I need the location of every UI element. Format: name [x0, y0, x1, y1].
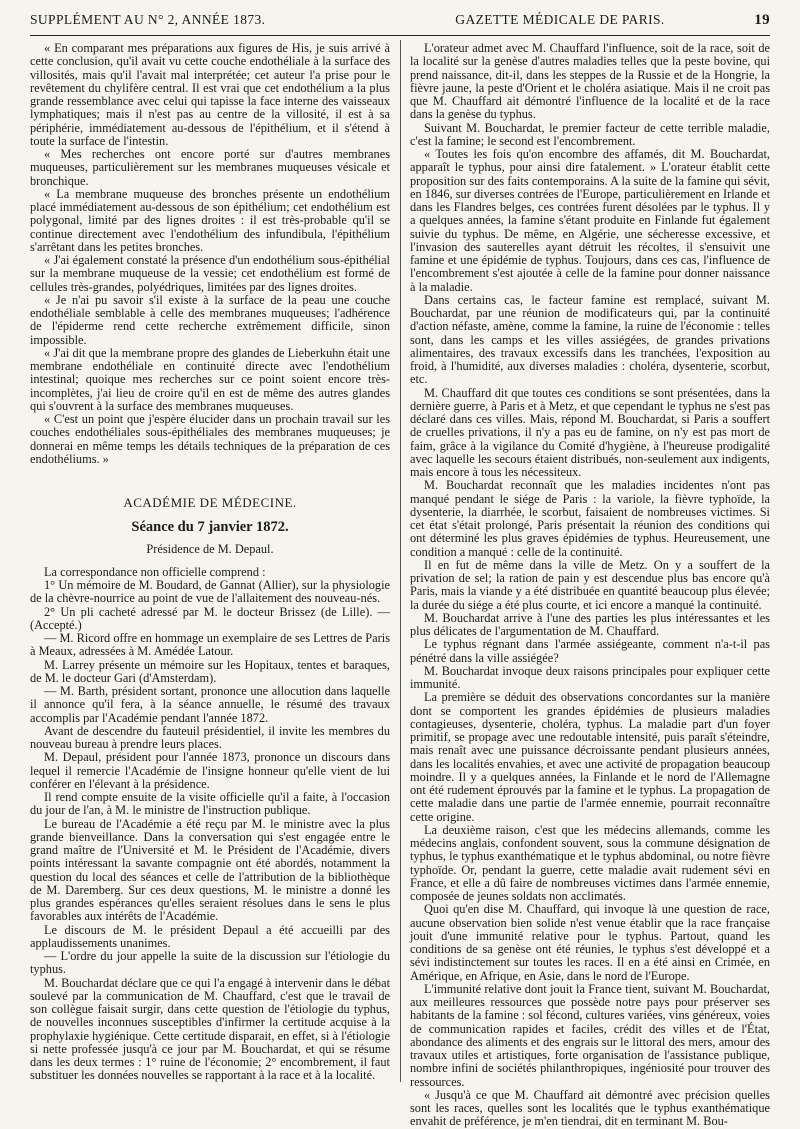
- quote-paragraph: « J'ai dit que la membrane propre des glandes de Lieberkuhn était une membrane endothéliale en continuité directe avec l'endothélium intestinal; quoique mes recherches sur ce point soient encore très-incomplètes, j'ai lieu de croire qu'il en est de même des autres glandes qui s'ouvrent à la surface des membranes muqueuses.: [30, 345, 390, 413]
- body-paragraph: M. Larrey présente un mémoire sur les Hopitaux, tentes et baraques, de M. le docteur Gari (d'Amsterdam).: [30, 657, 390, 685]
- body-paragraph: 2° Un pli cacheté adressé par M. le docteur Brissez (de Lille). — (Accepté.): [30, 604, 390, 632]
- body-paragraph: Suivant M. Bouchardat, le premier facteur de cette terrible maladie, c'est la famine; le second est l'encombrement.: [410, 120, 770, 148]
- body-paragraph: M. Depaul, président pour l'année 1873, prononce un discours dans lequel il remercie l'Académie de l'insigne honneur qu'elle vient de lui conférer en l'élevant à la présidence.: [30, 750, 390, 791]
- body-paragraph: Le discours de M. le président Depaul a été accueilli par des applaudissements unanimes.: [30, 922, 390, 950]
- page-number: 19: [754, 12, 770, 28]
- header-journal-title: GAZETTE MÉDICALE DE PARIS.: [455, 12, 665, 27]
- body-paragraph: « Toutes les fois qu'on encombre des affamés, dit M. Bouchardat, apparaît le typhus, pour ainsi dire fatalement. » L'orateur établit cette proposition sur des faits contemporains. A la suite de la famine qui sévit, en 1846, sur diverses contrées de l'Europe, particulièrement en Irlande et dans les Flandres belges, ces contrées furent désolées par le typhus. Il y a quelques années, la famine s'étant produite en Finlande fut également suivie du typhus. De même, en Algérie, une sécheresse excessive, et l'invasion des sauterelles ayant détruit les récoltes, il s'ensuivit une famine et une épidémie de typhus. Toujours, dans ces cas, l'influence de l'encombrement s'est ajoutée à celle de la famine pour donner naissance à la maladie.: [410, 147, 770, 294]
- body-paragraph: L'immunité relative dont jouit la France tient, suivant M. Bouchardat, aux meilleures ressources que possède notre pays pour préserver ses habitants de la famine : sol fécond, cultures variées, vins généreux, voies de communication rapides et faciles, crédit des villes et de l'État, abondance des aliments et des engrais sur le littoral des mers, amour des travaux utiles et artistiques, forte organisation de l'assistance publique, nombre infini de sociétés philanthropiques, ingéniosité pour trouver des ressources.: [410, 981, 770, 1089]
- body-paragraph: L'orateur admet avec M. Chauffard l'influence, soit de la race, soit de la localité sur la genèse d'autres maladies telles que la peste bovine, qui prend naissance, dit-il, dans les steppes de la Russie et de la Hongrie, la fièvre jaune, la peste d'Orient et le choléra asiatique. Mais il ne croit pas que M. Chauffard ait démontré l'influence de la localité et de la race dans la genèse du typhus.: [410, 41, 770, 122]
- body-paragraph: La correspondance non officielle comprend :: [44, 564, 266, 579]
- body-paragraph: M. Chauffard dit que toutes ces conditions se sont présentées, dans la dernière guerre, à Paris et à Metz, et que cependant le typhus ne s'est pas déclaré dans ces villes. Mais, répond M. Bouchardat, si Paris a souffert de cruelles privations, il n'y a pas eu de famine, on n'y est pas mort de faim, grâce à la vigilance du Comité d'hygiène, à l'heureuse prodigalité avec laquelle les secours étaient distribués, non-seulement aux indigents, mais encore à tous les nécessiteux.: [410, 385, 770, 479]
- session-title: Séance du 7 janvier 1872.: [131, 519, 289, 536]
- body-paragraph: M. Bouchardat reconnaît que les maladies incidentes n'ont pas manqué pendant le siége de Paris : la variole, la fièvre typhoïde, la dysenterie, la diarrhée, le scorbut, faisaient de nombreuses victimes. Si cet état s'était prolongé, Paris présentait la réunion des conditions qui ont déterminé les plus graves épidémies de typhus. Heureusement, une condition a manqué : celle de la continuité.: [410, 478, 770, 559]
- body-paragraph: Quoi qu'en dise M. Chauffard, qui invoque là une question de race, aucune observation bien solide n'est venue établir que la race française jouit d'une immunité relative pour le typhus. Partout, quand les conditions de sa genèse ont été réunies, le typhus s'est développé et a sévi indistinctement sur toutes les races. Il en a été ainsi en Crimée, en Amérique, en Afrique, en Asie, dans le nord de l'Europe.: [410, 902, 770, 983]
- body-paragraph: M. Bouchardat invoque deux raisons principales pour expliquer cette immunité.: [410, 663, 770, 691]
- quote-paragraph: « Mes recherches ont encore porté sur d'autres membranes muqueuses, particulièrement sur les membranes muqueuses vésicale et bronchique.: [30, 147, 390, 188]
- column-divider: [400, 40, 401, 1082]
- quote-paragraph: « J'ai également constaté la présence d'un endothélium sous-épithélial sur la membrane muqueuse de la vessie; cet endothélium est formé de cellules très-grandes, polyédriques, limitées par des lignes droites.: [30, 253, 390, 294]
- body-paragraph: Dans certains cas, le facteur famine est remplacé, suivant M. Bouchardat, par une réunion de modificateurs qui, par la continuité d'action néfaste, amène, comme la famine, la ruine de l'économie : telles sont, dans les camps et les villes assiégées, de grandes privations alimentaires, des travaux excessifs dans les tranchées, l'exposition au froid, à l'humidité, aux diverses maladies : choléra, dysenterie, scorbut, etc.: [410, 292, 770, 387]
- quote-block: [30, 42, 390, 466]
- body-paragraph: Avant de descendre du fauteuil présidentiel, il invite les membres du nouveau bureau à prendre leurs places.: [30, 723, 390, 751]
- right-column: [410, 41, 770, 1129]
- body-paragraph: M. Bouchardat arrive à l'une des parties les plus intéressantes et les plus délicates de l'argumentation de M. Chauffard.: [410, 610, 770, 638]
- quote-paragraph: « Je n'ai pu savoir s'il existe à la surface de la peau une couche endothéliale semblable à celle des membranes muqueuses; l'adhérence de l'épiderme rend cette recherche extrêmement difficile, sinon impossible.: [30, 292, 390, 347]
- body-paragraph: Le typhus régnant dans l'armée assiégeante, comment n'a-t-il pas pénétré dans la ville assiégée?: [410, 637, 770, 665]
- running-header: [30, 12, 770, 32]
- quote-paragraph: « En comparant mes préparations aux figures de His, je suis arrivé à cette conclusion, qu'il avait vu cette couche endothéliale à la surface des villosités, mais qu'il l'avait mal interprétée; cet auteur l'a prise pour le revêtement du chylifère central. Il est vrai que cet endothélium a la plus grande ressemblance avec celui qui tapisse la face interne des vaisseaux lymphatiques; mais il n'est pas au centre de la villosité, il est à sa périphérie, immédiatement au-dessous de l'épithélium, et il s'étend à toute la surface de l'intestin.: [30, 41, 390, 148]
- left-column: [30, 42, 390, 1082]
- header-rule: [30, 35, 770, 36]
- header-supplement: SUPPLÉMENT AU N° 2, ANNÉE 1873.: [30, 12, 266, 27]
- body-paragraph: La deuxième raison, c'est que les médecins allemands, comme les médecins anglais, confondent souvent, sous la commune désignation de typhus, le typhus exanthématique et le typhus abdominal, ou notre fièvre typhoïde. Or, pendant la guerre, cette maladie avait rudement sévi en France, et elle a dû faire de nombreuses victimes dans l'armée ennemie, composée de jeunes soldats non acclimatés.: [410, 822, 770, 903]
- body-paragraph: Le bureau de l'Académie a été reçu par M. le ministre avec la plus grande bienveillance. Dans la conversation qui s'est engagée entre le grand maître de l'Université et M. le Président de l'Académie, divers points intéressant la savante compagnie ont été abordés, notamment la question du local des séances et celle de l'attribution de la bibliothèque de M. Daremberg. Sur ces deux questions, M. le ministre a donné les plus grandes espérances qu'elles seraient résolues dans le sens le plus favorables aux intérêts de l'Académie.: [30, 816, 390, 924]
- presidency-line: Présidence de M. Depaul.: [146, 541, 274, 556]
- section-title: ACADÉMIE DE MÉDECINE.: [123, 495, 297, 510]
- body-paragraph: — M. Barth, président sortant, prononce une allocution dans laquelle il annonce qu'il fera, à la séance annuelle, le résumé des travaux accomplis par l'Académie pendant l'année 1872.: [30, 684, 390, 725]
- body-paragraph: Il rend compte ensuite de la visite officielle qu'il a faite, à l'occasion du jour de l'an, à M. le ministre de l'instruction publique.: [30, 790, 390, 818]
- body-paragraph: La première se déduit des observations concordantes sur la manière dont se comportent les grandes épidémies de plusieurs maladies contagieuses, dysenterie, choléra, typhus. La maladie part d'un foyer primitif, se propage avec une redoutable intensité, puis paraît s'éteindre, mais renaît avec une puissance décroissante pendant plusieurs années, dans les localités envahies, et avec une activité de propagation beaucoup moindre. Il y a quelques années, la Finlande et le nord de l'Allemagne ont été rudement éprouvés par la famine et le typhus. La propagation de cette maladie dans une partie de l'armée ennemie, pourrait reconnaître cette origine.: [410, 690, 770, 824]
- body-paragraph: 1° Un mémoire de M. Boudard, de Gannat (Allier), sur la physiologie de la chèvre-nourrice au point de vue de l'allaitement des nouveau-nés.: [30, 578, 390, 606]
- quote-paragraph: « La membrane muqueuse des bronches présente un endothélium placé immédiatement au-dessous de son épithélium; cet endothélium est polygonal, limité par des lignes droites : il est très-probable qu'il se continue directement avec l'endothélium des infundibula, l'épithélium s'arrêtant dans les petites bronches.: [30, 186, 390, 254]
- body-paragraph: Il en fut de même dans la ville de Metz. On y a souffert de la privation de sel; la ration de pain y est descendue plus bas encore qu'à Paris, mais la viande y a été distribuée en quantité beaucoup plus élevée; la durée du siége a été plus courte, et ici encore a manqué la continuité.: [410, 557, 770, 612]
- quote-paragraph: « C'est un point que j'espère élucider dans un prochain travail sur les couches endothéliales sous-épithéliales des membranes muqueuses; je donnerai en même temps les détails techniques de la préparation de ces endothéliums. »: [30, 412, 390, 466]
- body-paragraph: M. Bouchardat déclare que ce qui l'a engagé à intervenir dans le débat soulevé par la communication de M. Chauffard, c'est que le travail de son collègue faisait surgir, dans cette question de l'étiologie du typhus, de nouvelles inconnues susceptibles d'infirmer la certitude acquise à la prophylaxie hygiénique. Cette certitude disparait, en effet, si à l'étiologie si nette professée jusqu'à ce jour par M. Bouchardat, et qui se résume dans les deux termes : 1° ruine de l'économie; 2° encombrement, il faut substituer les données nouvelles se rapportant à la race et à la localité.: [30, 975, 390, 1083]
- body-paragraph: — L'ordre du jour appelle la suite de la discussion sur l'étiologie du typhus.: [30, 949, 390, 977]
- body-paragraph: — M. Ricord offre en hommage un exemplaire de ses Lettres de Paris à Meaux, adressées à M. Amédée Latour.: [30, 631, 390, 659]
- body-paragraph: « Jusqu'à ce que M. Chauffard ait démontré avec précision quelles sont les races, quelles sont les localités que le typhus exanthématique envahit de préférence, je m'en tiendrai, dit en terminant M. Bou-: [410, 1087, 770, 1129]
